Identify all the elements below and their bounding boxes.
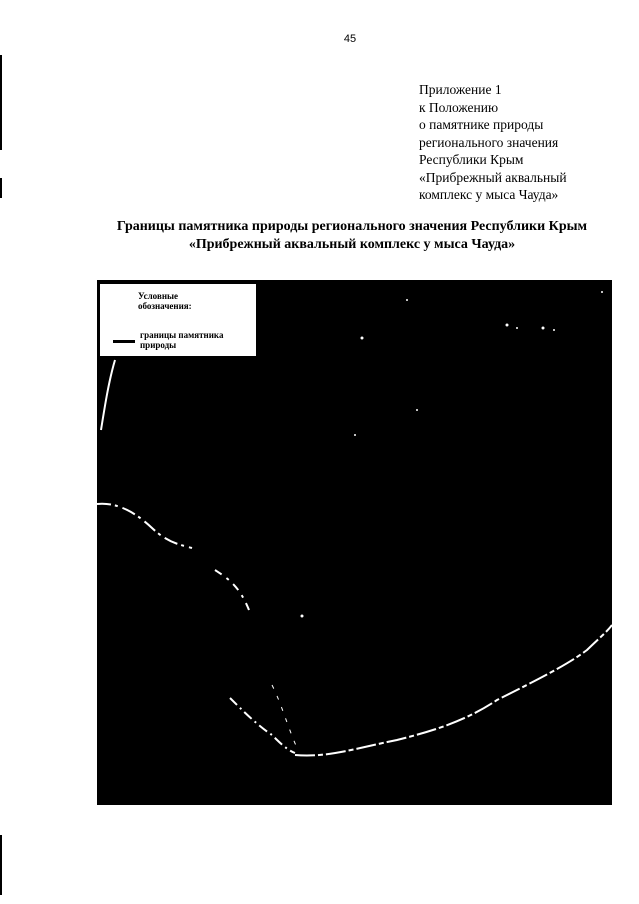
legend-boundary-label xyxy=(140,330,255,350)
appendix-line: к Положению xyxy=(419,99,499,115)
map-spot xyxy=(553,329,555,331)
satellite-map xyxy=(97,280,612,805)
map-spot xyxy=(301,615,304,618)
map-spot xyxy=(416,409,418,411)
coastline xyxy=(215,570,249,610)
legend-item-line-2: природы xyxy=(140,340,177,350)
appendix-line: о памятнике природы xyxy=(419,117,544,132)
legend-heading xyxy=(138,291,192,311)
left-margin-mark xyxy=(0,178,2,198)
legend-boundary-swatch xyxy=(113,340,135,343)
map-spot xyxy=(361,337,364,340)
appendix-line: Республики Крым xyxy=(419,152,524,167)
map-spot xyxy=(601,291,603,293)
map-drawing xyxy=(97,280,612,805)
legend-item-line-1: границы памятника xyxy=(140,330,224,340)
legend-heading-line-1: Условные xyxy=(138,291,179,301)
map-spot xyxy=(354,434,356,436)
map-spot xyxy=(506,324,509,327)
appendix-line: регионального значения xyxy=(419,134,559,150)
page-number: 45 xyxy=(343,33,357,45)
map-legend xyxy=(100,284,256,356)
left-margin-mark xyxy=(0,835,2,895)
map-spot xyxy=(516,327,518,329)
appendix-line: «Прибрежный аквальный xyxy=(419,169,567,185)
coastline xyxy=(230,698,295,753)
legend-heading-line-2: обозначения: xyxy=(138,301,192,311)
map-spot xyxy=(542,327,545,330)
appendix-line: комплекс у мыса Чауда» xyxy=(419,187,559,202)
left-margin-mark xyxy=(0,55,2,150)
appendix-reference xyxy=(419,81,634,204)
document-title xyxy=(0,218,639,254)
monument-boundary xyxy=(295,625,612,756)
map-spot xyxy=(406,299,408,301)
coastline xyxy=(97,504,192,548)
title-line-1: Границы памятника природы регионального значения Республики Крым xyxy=(116,219,588,234)
appendix-line: Приложение 1 xyxy=(419,82,502,97)
coastline xyxy=(101,360,115,430)
title-line-2: «Прибрежный аквальный комплекс у мыса Чауда» xyxy=(188,237,516,252)
